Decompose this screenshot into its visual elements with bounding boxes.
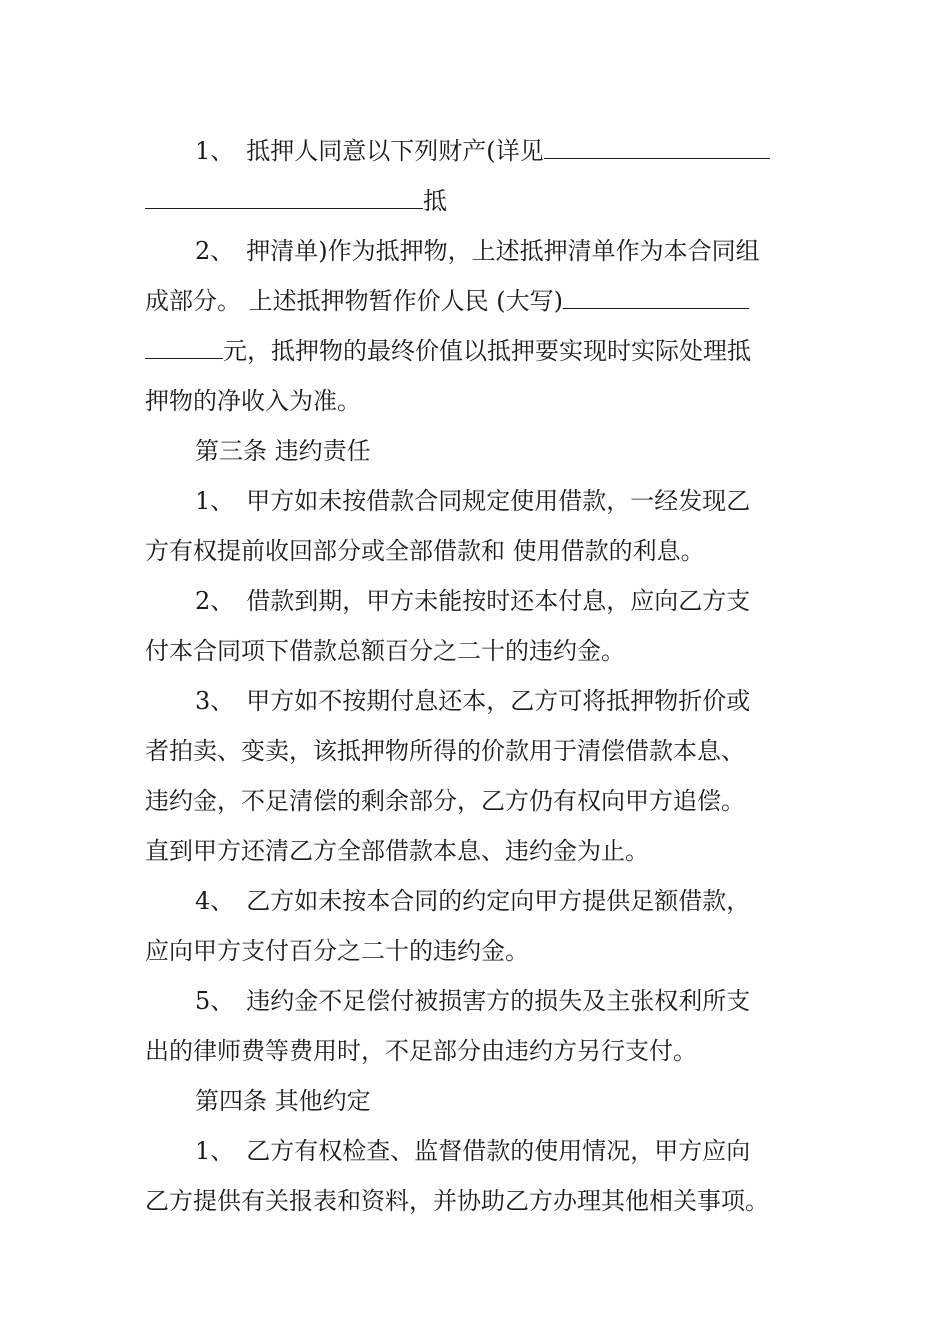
clause-text: 应向甲方支付百分之二十的违约金。 xyxy=(145,937,529,965)
article-heading: 第四条 其他约定 xyxy=(195,1087,371,1115)
clause-line xyxy=(145,776,805,826)
article-3-items xyxy=(145,476,805,1076)
article-4-items xyxy=(145,1126,805,1226)
clause-line xyxy=(145,1026,805,1076)
clause-line xyxy=(145,726,805,776)
clause-line-3 xyxy=(145,226,805,276)
clause-line xyxy=(145,976,805,1026)
clause-line xyxy=(145,476,805,526)
clause-text: 借款到期，甲方未能按时还本付息，应向乙方支 xyxy=(246,587,751,615)
clause-line-4 xyxy=(145,276,805,326)
clause-text: 甲方如未按借款合同规定使用借款，一经发现乙 xyxy=(246,487,751,515)
clause-number: 2、 xyxy=(195,237,235,265)
clause-line xyxy=(145,676,805,726)
clause-line xyxy=(145,526,805,576)
clause-text: 乙方有权检查、监督借款的使用情况，甲方应向 xyxy=(246,1137,751,1165)
fill-in-blank[interactable] xyxy=(563,278,749,309)
fill-in-blank[interactable] xyxy=(544,128,770,159)
clause-text: 方有权提前收回部分或全部借款和 使用借款的利息。 xyxy=(145,537,705,565)
clause-line xyxy=(145,626,805,676)
clause-number: 1、 xyxy=(195,487,235,515)
fill-in-blank[interactable] xyxy=(145,328,223,359)
clause-text: 直到甲方还清乙方全部借款本息、违约金为止。 xyxy=(145,837,649,865)
document-page xyxy=(145,126,805,1226)
clause-line-6 xyxy=(145,376,805,426)
clause-line xyxy=(145,576,805,626)
clause-text: 付本合同项下借款总额百分之二十的违约金。 xyxy=(145,637,625,665)
clause-number: 2、 xyxy=(195,587,235,615)
clause-text: 乙方提供有关报表和资料，并协助乙方办理其他相关事项。 xyxy=(145,1187,769,1215)
clause-line xyxy=(145,926,805,976)
clause-line xyxy=(145,1176,805,1226)
clause-number: 3、 xyxy=(195,687,235,715)
clause-line-2 xyxy=(145,176,805,226)
clause-text: 者拍卖、变卖，该抵押物所得的价款用于清偿借款本息、 xyxy=(145,737,745,765)
clause-text: 抵 xyxy=(423,187,447,215)
clause-line-5 xyxy=(145,326,805,376)
clause-text: 出的律师费等费用时，不足部分由违约方另行支付。 xyxy=(145,1037,697,1065)
clause-text: 甲方如不按期付息还本，乙方可将抵押物折价或 xyxy=(246,687,751,715)
clause-line xyxy=(145,826,805,876)
clause-text: 押物的净收入为准。 xyxy=(145,387,361,415)
clause-text: 抵押人同意以下列财产(详见 xyxy=(246,137,544,165)
clause-text: 乙方如未按本合同的约定向甲方提供足额借款， xyxy=(246,887,751,915)
fill-in-blank[interactable] xyxy=(145,178,423,209)
clause-number: 1、 xyxy=(195,137,235,165)
clause-number: 4、 xyxy=(195,887,235,915)
clause-text: 押清单)作为抵押物，上述抵押清单作为本合同组 xyxy=(246,237,760,265)
clause-text: 违约金，不足清偿的剩余部分，乙方仍有权向甲方追偿。 xyxy=(145,787,745,815)
clause-text: 元，抵押物的最终价值以抵押要实现时实际处理抵 xyxy=(223,337,751,365)
clause-text: 违约金不足偿付被损害方的损失及主张权利所支 xyxy=(246,987,751,1015)
clause-number: 1、 xyxy=(195,1137,235,1165)
clause-number: 5、 xyxy=(195,987,235,1015)
clause-line xyxy=(145,1126,805,1176)
clause-line-1 xyxy=(145,126,805,176)
clause-text: 成部分。 上述抵押物暂作价人民 (大写) xyxy=(145,287,563,315)
clause-line xyxy=(145,876,805,926)
article-heading: 第三条 违约责任 xyxy=(195,437,371,465)
